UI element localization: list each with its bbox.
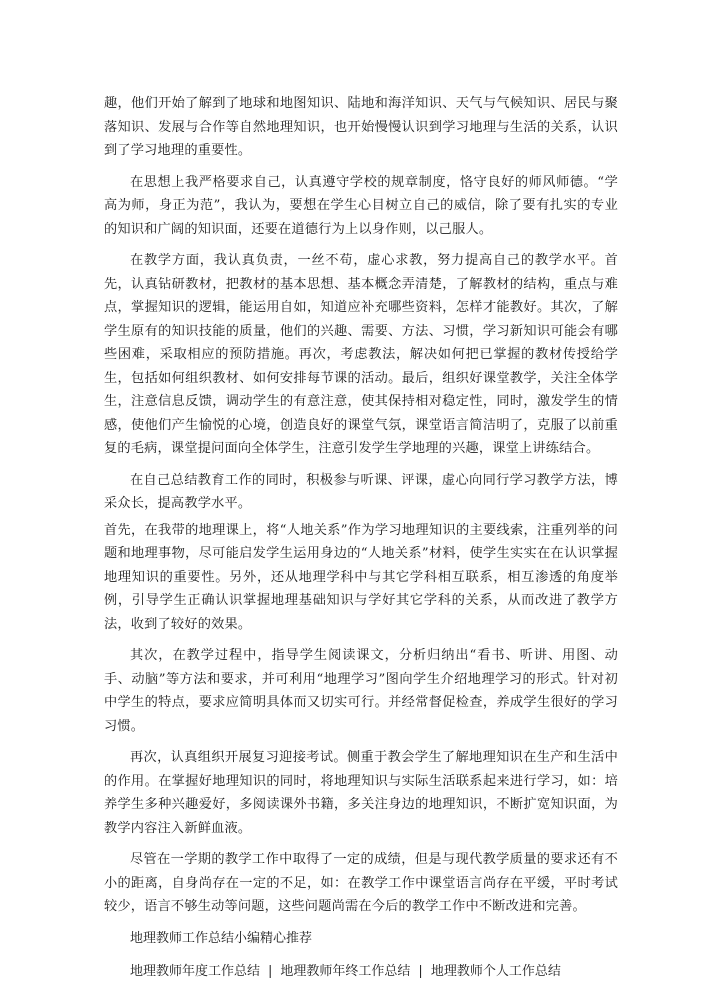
paragraph-self-summary: 在自己总结教育工作的同时，积极参与听课、评课，虚心向同行学习教学方法，博采众长，提高教学水平。 bbox=[104, 472, 618, 511]
paragraph-conclusion: 尽管在一学期的教学工作中取得了一定的成绩，但是与现代教学质量的要求还有不小的距离，自身尚存在一定的不足，如：在教学工作中课堂语言尚存在平缓，平时考试较少，语言不够生动等问题，这些问题尚需在今后的教学工作中不断改进和完善。 bbox=[104, 852, 618, 914]
paragraph-teaching: 在教学方面，我认真负责，一丝不苟，虚心求教，努力提高自己的教学水平。首先，认真钻研教材，把教材的基本思想、基本概念弄清楚，了解教材的结构，重点与难点，掌握知识的逻辑，能运用自如，知道应补充哪些资料，怎样才能教好。其次，了解学生原有的知识技能的质量，他们的兴趣、需要、方法、习惯，学习新知识可能会有哪些困难，采取相应的预防措施。再次，考虑教法，解决如何把已掌握的教材传授给学生，包括如何组织教材、如何安排每节课的活动。最后，组织好课堂教学，关注全体学生，注意信息反馈，调动学生的有意注意，使其保持相对稳定性，同时，激发学生的情感，使他们产生愉悦的心境，创造良好的课堂气氛，课堂语言简洁明了，克服了以前重复的毛病，课堂提问面向全体学生，注意引发学生学地理的兴趣，课堂上讲练结合。 bbox=[104, 253, 618, 456]
recommend-title: 地理教师工作总结小编精心推荐 bbox=[130, 930, 313, 946]
paragraph-interest: 趣，他们开始了解到了地球和地图知识、陆地和海洋知识、天气与气候知识、居民与聚落知识、发展与合作等自然地理知识，也开始慢慢认识到学习地理与生活的关系，认识到了学习地理的重要性。 bbox=[104, 96, 618, 158]
recommend-link-year-end[interactable]: 地理教师年终工作总结 bbox=[280, 964, 411, 979]
recommend-link-personal[interactable]: 地理教师个人工作总结 bbox=[430, 964, 561, 979]
recommend-links bbox=[104, 960, 618, 984]
link-separator: | bbox=[418, 964, 423, 979]
paragraph-second: 其次，在教学过程中，指导学生阅读课文，分析归纳出“看书、听讲、用图、动手、动脑”等方法和要求，并可利用“地理学习”图向学生介绍地理学习的形式。针对初中学生的特点，要求应简明具体而又切实可行。并经常督促检查，养成学生很好的学习习惯。 bbox=[104, 648, 618, 734]
paragraph-first: 首先，在我带的地理课上，将“人地关系”作为学习地理知识的主要线索，注重列举的问题和地理事物，尽可能启发学生运用身边的“人地关系”材料，使学生实实在在认识掌握地理知识的重要性。另外，还从地理学科中与其它学科相互联系，相互渗透的角度举例，引导学生正确认识掌握地理基础知识与学好其它学科的关系，从而改进了教学方法，收到了较好的效果。 bbox=[104, 522, 618, 632]
link-separator: | bbox=[268, 964, 273, 979]
paragraph-ideology: 在思想上我严格要求自己，认真遵守学校的规章制度，恪守良好的师风师德。“学高为师，身正为范”，我认为，要想在学生心目树立自己的威信，除了要有扎实的专业的知识和广阔的知识面，还要在道德行为上以身作则，以己服人。 bbox=[104, 174, 618, 237]
document-page bbox=[104, 92, 618, 984]
recommend-link-annual[interactable]: 地理教师年度工作总结 bbox=[130, 964, 261, 979]
paragraph-third: 再次，认真组织开展复习迎接考试。侧重于教会学生了解地理知识在生产和生活中的作用。在掌握好地理知识的同时，将地理知识与实际生活联系起来进行学习，如：培养学生多种兴趣爱好，多阅读课外书籍，多关注身边的地理知识，不断扩宽知识面，为教学内容注入新鲜血液。 bbox=[104, 750, 618, 836]
